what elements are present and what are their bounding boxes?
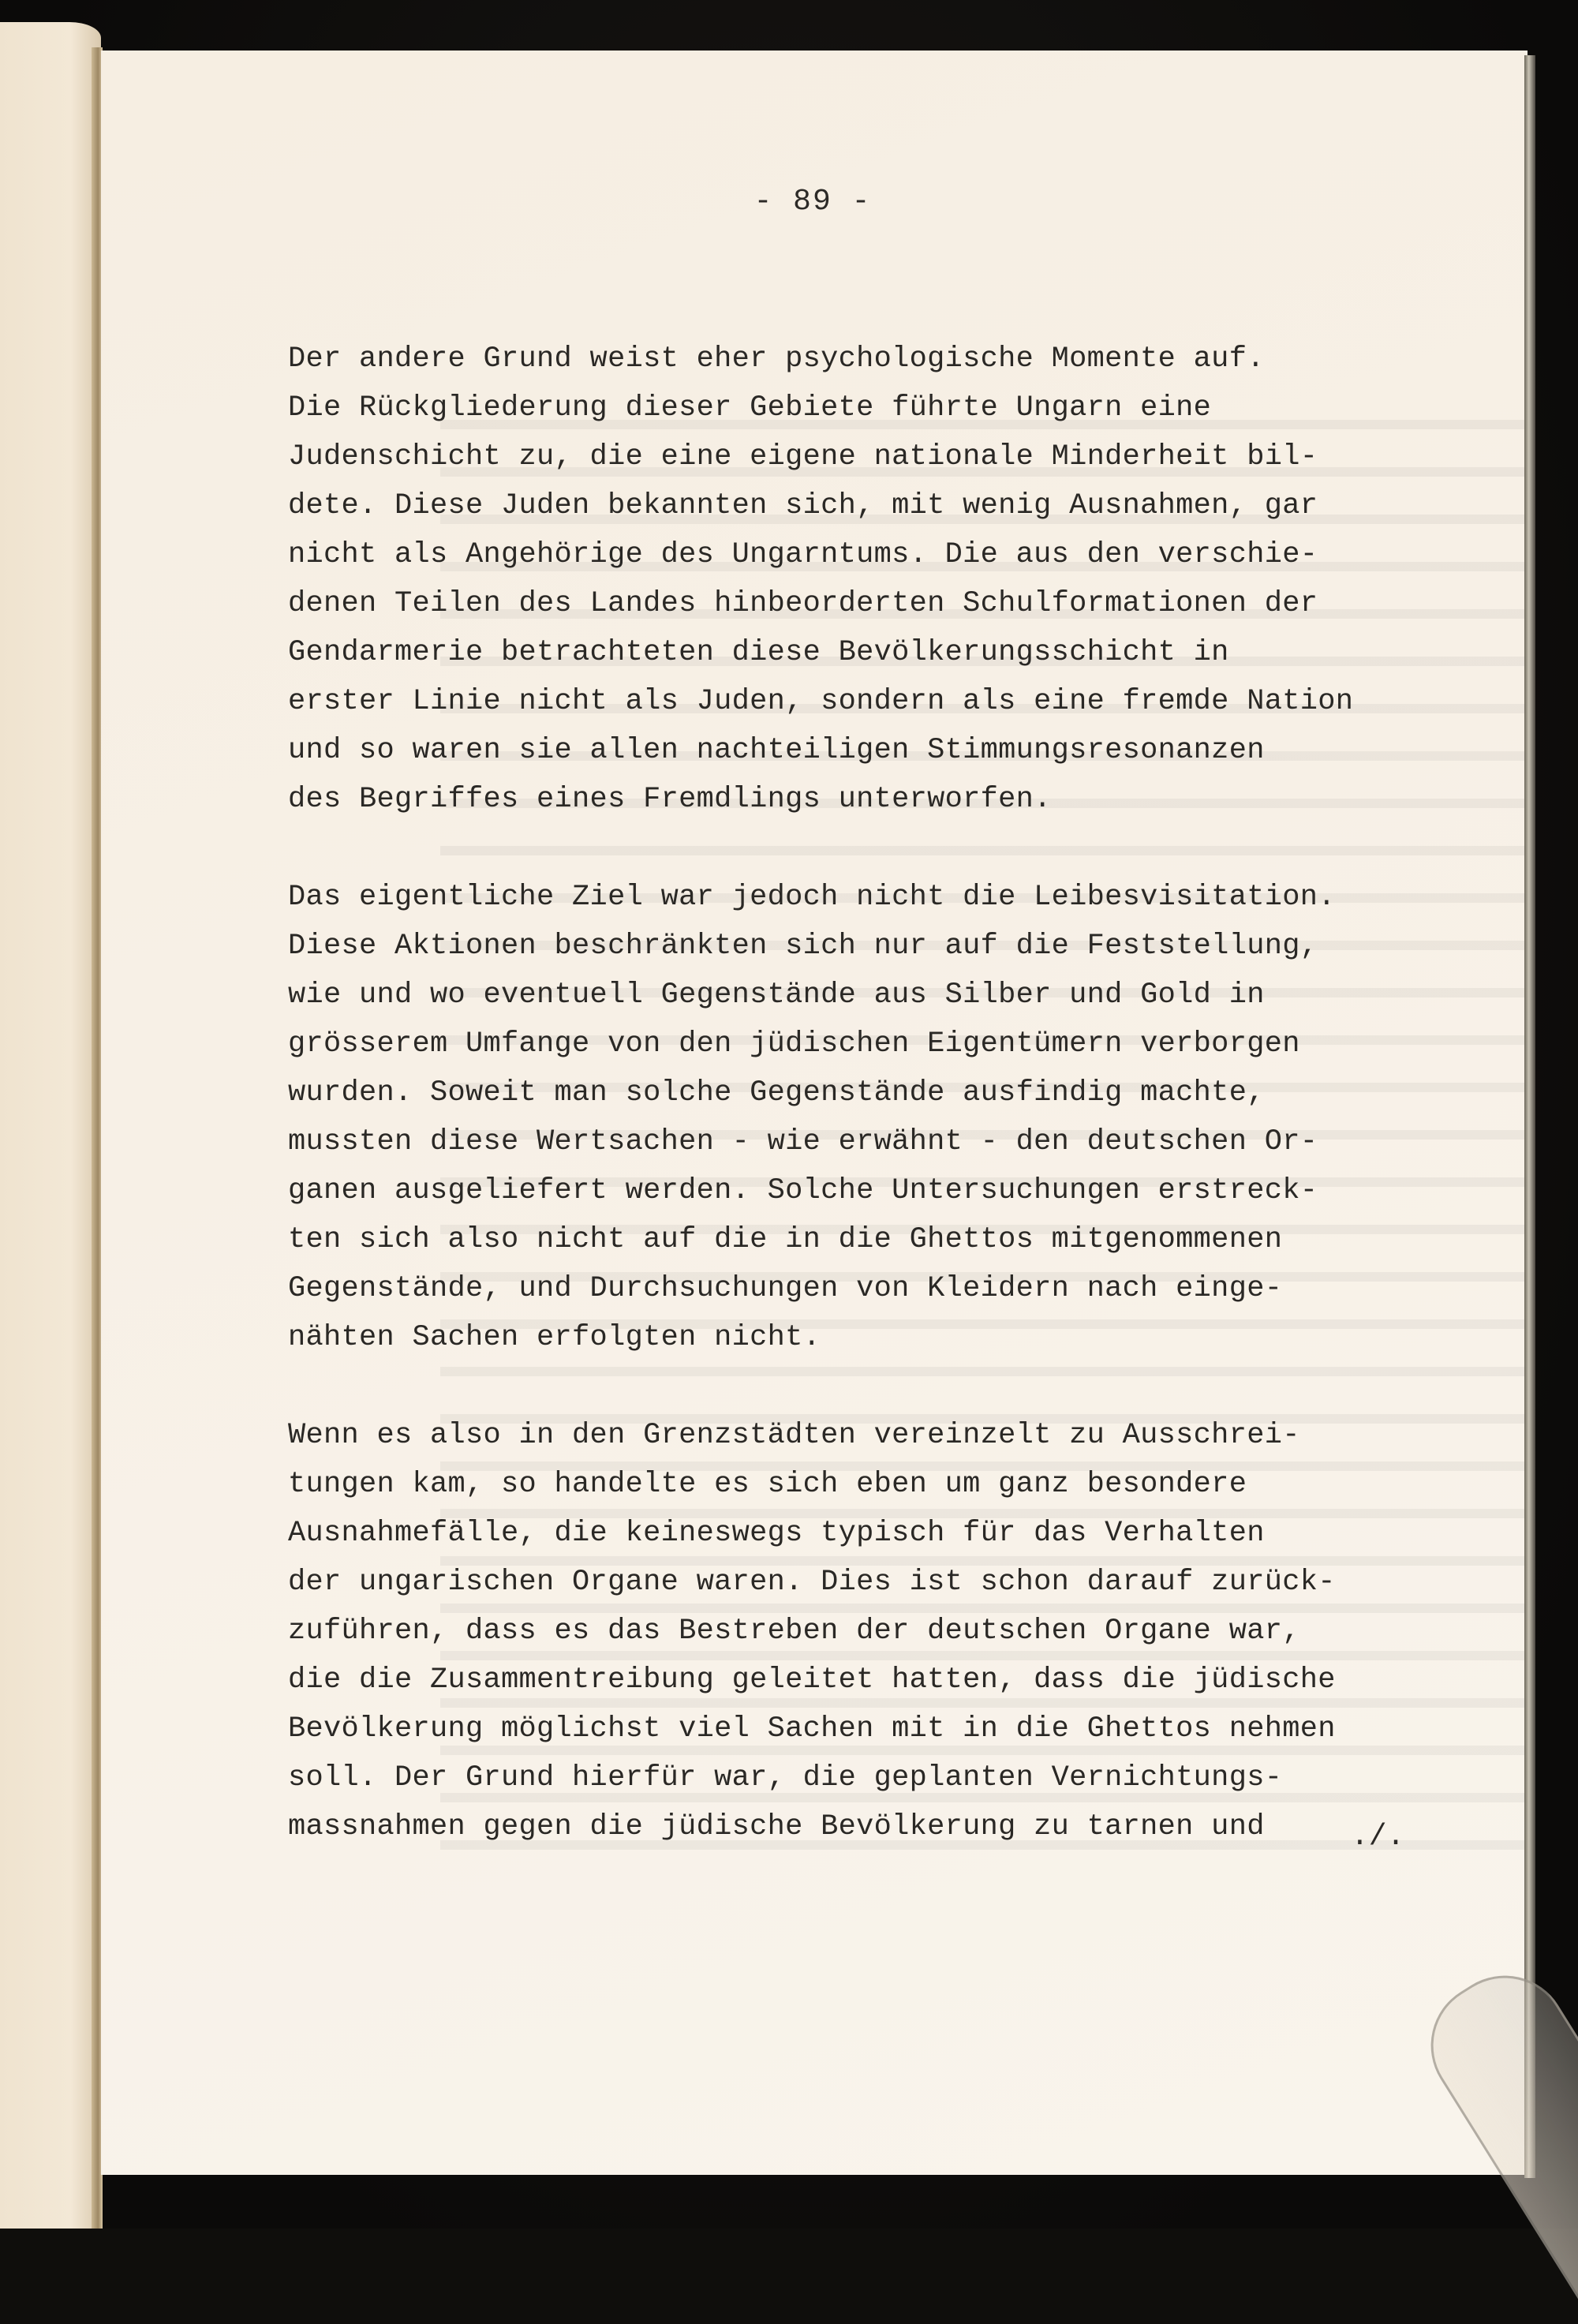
text-line: ganen ausgeliefert werden. Solche Untersuchungen erstreck- [288, 1174, 1318, 1207]
text-line: massnahmen gegen die jüdische Bevölkerung zu tarnen und [288, 1810, 1265, 1843]
facing-page-edge [0, 22, 101, 2229]
text-line: Der andere Grund weist eher psychologische Momente auf. [288, 342, 1265, 376]
text-line: Gendarmerie betrachteten diese Bevölkerungsschicht in [288, 636, 1229, 669]
continuation-mark: ./. [1351, 1820, 1405, 1854]
text-line: dete. Diese Juden bekannten sich, mit wenig Ausnahmen, gar [288, 489, 1318, 522]
text-line: erster Linie nicht als Juden, sondern als eine fremde Nation [288, 685, 1354, 718]
text-line: nähten Sachen erfolgten nicht. [288, 1321, 821, 1354]
text-line: wurden. Soweit man solche Gegenstände ausfindig machte, [288, 1076, 1265, 1110]
paragraph-2 [288, 873, 1471, 1362]
paragraph-1 [288, 335, 1471, 824]
text-line: zuführen, dass es das Bestreben der deutschen Organe war, [288, 1615, 1300, 1648]
text-line: Die Rückgliederung dieser Gebiete führte Ungarn eine [288, 391, 1212, 425]
text-line: grösserem Umfange von den jüdischen Eigentümern verborgen [288, 1027, 1300, 1061]
text-line: Ausnahmefälle, die keineswegs typisch für das Verhalten [288, 1517, 1265, 1550]
text-line: mussten diese Wertsachen - wie erwähnt - den deutschen Or- [288, 1125, 1318, 1158]
text-line: der ungarischen Organe waren. Dies ist schon darauf zurück- [288, 1566, 1336, 1599]
text-line: Gegenstände, und Durchsuchungen von Kleidern nach einge- [288, 1272, 1283, 1305]
text-line: Das eigentliche Ziel war jedoch nicht die Leibesvisitation. [288, 881, 1336, 914]
text-line: die die Zusammentreibung geleitet hatten, dass die jüdische [288, 1663, 1336, 1697]
text-line: wie und wo eventuell Gegenstände aus Silber und Gold in [288, 979, 1265, 1012]
page-stack-edge [1524, 55, 1535, 2178]
text-line: nicht als Angehörige des Ungarntums. Die aus den verschie- [288, 538, 1318, 571]
text-line: Diese Aktionen beschränkten sich nur auf die Feststellung, [288, 930, 1318, 963]
text-line: tungen kam, so handelte es sich eben um ganz besondere [288, 1468, 1247, 1501]
text-line: denen Teilen des Landes hinbeorderten Schulformationen der [288, 587, 1318, 620]
paragraph-3 [288, 1411, 1471, 1851]
text-line: soll. Der Grund hierfür war, die geplanten Vernichtungs- [288, 1761, 1283, 1794]
text-line: ten sich also nicht auf die in die Ghettos mitgenommenen [288, 1223, 1283, 1256]
text-line: und so waren sie allen nachteiligen Stimmungsresonanzen [288, 734, 1265, 767]
text-line: des Begriffes eines Fremdlings unterworfen. [288, 783, 1052, 816]
body-text [288, 335, 1471, 1900]
page-number: - 89 - [753, 185, 872, 219]
text-line: Wenn es also in den Grenzstädten vereinzelt zu Ausschrei- [288, 1419, 1300, 1452]
text-line: Judenschicht zu, die eine eigene nationale Minderheit bil- [288, 440, 1318, 473]
text-line: Bevölkerung möglichst viel Sachen mit in die Ghettos nehmen [288, 1712, 1336, 1746]
